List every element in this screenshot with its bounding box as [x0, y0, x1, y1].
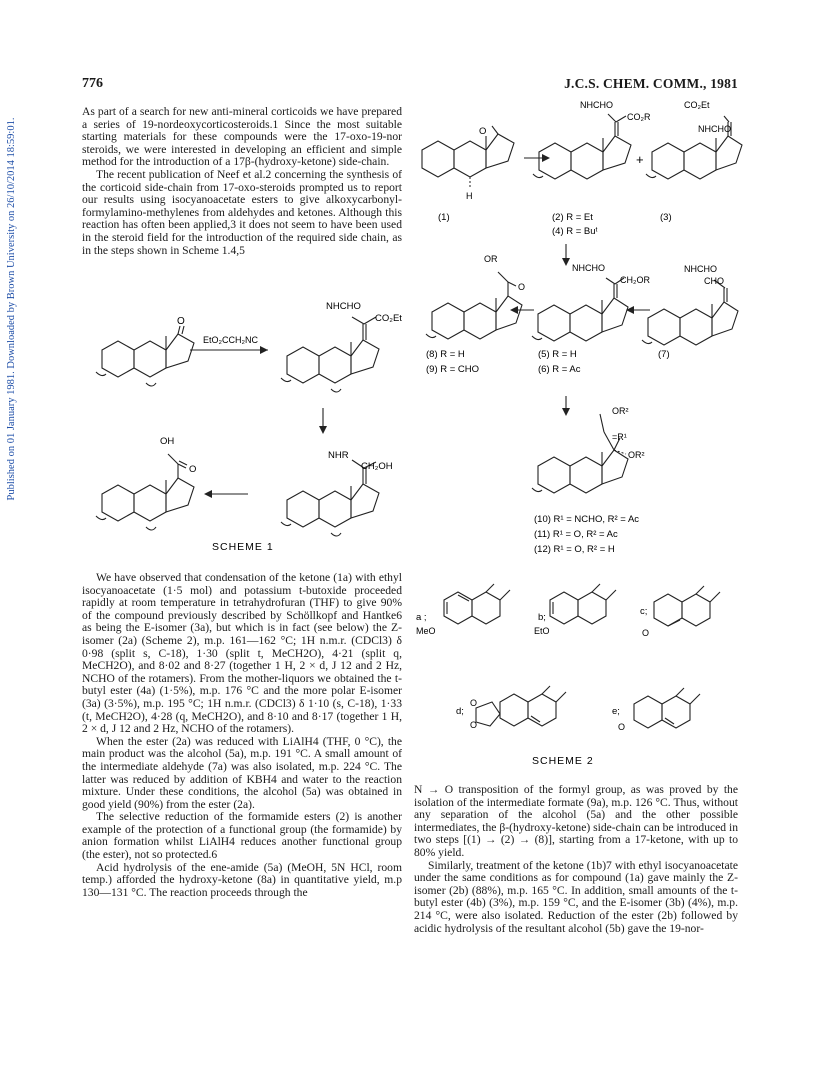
scheme1-label-o: O	[177, 316, 185, 327]
ring-variant-c	[640, 586, 720, 638]
label-compound-4: (4) R = Buᵗ	[552, 226, 598, 237]
label-nhcho: NHCHO	[326, 301, 361, 312]
scheme-1-caption: SCHEME 1	[212, 541, 274, 553]
label-oh: OH	[160, 436, 175, 447]
download-watermark: Published on 01 January 1981. Downloaded by Brown University on 26/10/2014 18:59:01.	[6, 117, 17, 501]
scheme1-ester	[281, 301, 402, 392]
ring-variant-e	[612, 688, 700, 732]
compound-5	[532, 263, 650, 375]
page-number: 776	[82, 76, 103, 91]
scheme-2-figure	[414, 96, 744, 776]
paragraph: When the ester (2a) was reduced with LiAlH4 (THF, 0 °C), the main product was the alcohol (5a), m.p. 191 °C. A small amount of the intermediate aldehyde (7a) was also isolated, m.p. 224 °C. The latter was reduced by addition of KBH4 and water to the reaction mixture. Under these conditions, the alcohol (5a) was obtained in good yield (90%) from the ester (2a).	[82, 734, 402, 811]
svg-text:NHCHO: NHCHO	[684, 264, 717, 274]
label-compound-11: (11) R¹ = O, R² = Ac	[534, 529, 618, 540]
paragraph: We have observed that condensation of the ketone (1a) with ethyl isocyanoacetate (1·5 mol) and potassium t-butoxide proceeded rapidly at room temperature in tetrahydrofuran (THF) to give 90% of the compound previously described by Schöllkopf and Hantke6 as being the E-isomer (3a), but which is in fact (see below) the Z-isomer (2a) (Scheme 2), m.p. 161—162 °C; 1H n.m.r. (CDCl3) δ 0·98 (split s, C-18), 1·30 (split t, MeCH2O), 4·21 (split q, MeCH2O), and 8·02 and 8·27 (together 1 H, 2 × d, J 12 and 2 Hz, NCHO of the rotamers). From the mother-liquors we obtained the t-butyl ester (4a) (1·5%), m.p. 176 °C and the more polar E-isomer (3a) (3·5%), m.p. 195 °C; 1H n.m.r. (CDCl3) δ 1·10 (s, C-18), 1·33 (t, MeCH2O), 4·28 (q, MeCH2O), and 8·10 and 8·17 (together 1 H, 2 × d, J 12 and 2 Hz, NCHO of the rotamers).	[82, 571, 402, 736]
paragraph: The selective reduction of the formamide esters (2) is another example of the protection of a functional group (the formamide) by anion formation whilst LiAlH4 reduces another functional group (the ester), not so protected.6	[82, 810, 402, 862]
svg-text:O: O	[479, 126, 487, 137]
intro-text	[82, 106, 402, 257]
paragraph: N → O transposition of the formyl group, as was proved by the isolation of the intermediate formate (9a), m.p. 126 °C. Thus, without any separation of the alcohol (5a) and the other possible intermediates, the β-(hydroxy-ketone) side-chain can be introduced in two steps [(1) → (2) → (8)], starting from a 17-ketone, with up to 80% yield.	[414, 783, 738, 859]
svg-text:MeO: MeO	[416, 626, 436, 636]
svg-text:O: O	[642, 628, 650, 638]
scheme-2-caption: SCHEME 2	[532, 755, 594, 767]
label-compound-1: (1)	[438, 212, 450, 223]
label-compound-10: (10) R¹ = NCHO, R² = Ac	[534, 514, 640, 525]
label-compound-7: (7)	[658, 349, 670, 360]
label-o: O	[189, 464, 197, 475]
scheme1-ketone	[96, 316, 194, 386]
svg-text:O: O	[618, 722, 626, 732]
svg-text:O: O	[470, 698, 478, 708]
compound-8	[426, 254, 525, 375]
label-compound-9: (9) R = CHO	[426, 364, 480, 375]
svg-text:O: O	[518, 282, 526, 292]
paragraph: As part of a search for new anti-mineral corticoids we have prepared a series of 19-nordeoxycorticosteroids.1 Since the most suitable starting materials for these compounds were the 17-oxo-19-nor steroids, we were interested in developing an efficient and simple method for the introduction of a 17β-(hydroxy-ketone) side-chain.	[82, 105, 402, 169]
paragraph: Acid hydrolysis of the ene-amide (5a) (MeOH, 5N HCl, room temp.) afforded the hydroxy-ketone (8a) in quantitative yield, m.p 130—131 °C. The reaction proceeds through the	[82, 860, 402, 899]
compound-10	[532, 406, 645, 555]
svg-text:NHCHO: NHCHO	[580, 100, 613, 110]
label-compound-5: (5) R = H	[538, 349, 577, 360]
svg-text:NHCHO: NHCHO	[572, 263, 605, 273]
label-co2et: CO₂Et	[375, 313, 402, 324]
svg-text:CHO: CHO	[704, 276, 724, 286]
svg-text:H: H	[466, 191, 473, 201]
svg-text:CO₂Et: CO₂Et	[684, 100, 710, 110]
plus-sign: +	[636, 152, 644, 167]
label-compound-8: (8) R = H	[426, 349, 465, 360]
svg-text:OR²: OR²	[612, 406, 629, 416]
svg-text:=R¹: =R¹	[612, 432, 627, 442]
compound-7	[642, 264, 738, 360]
scheme-1-figure	[82, 298, 404, 560]
svg-text:NHCHO: NHCHO	[698, 124, 731, 134]
svg-text:OR²: OR²	[628, 450, 645, 460]
ring-variant-a	[416, 584, 510, 636]
compound-3	[646, 100, 742, 223]
label-compound-6: (6) R = Ac	[538, 364, 581, 375]
svg-text:CH₂OR: CH₂OR	[620, 275, 650, 285]
scheme1-hydroxyketone	[96, 436, 196, 530]
compound-2	[533, 100, 651, 237]
label-ch2oh: CH₂OH	[361, 461, 393, 472]
label-compound-3: (3)	[660, 212, 672, 223]
svg-text:a ;: a ;	[416, 612, 427, 623]
results-text-left	[82, 572, 402, 899]
svg-text:EtO: EtO	[534, 626, 550, 636]
label-compound-2: (2) R = Et	[552, 212, 593, 223]
svg-text:O: O	[470, 720, 478, 730]
reagent-label: EtO₂CCH₂NC	[203, 335, 258, 345]
svg-text:CO₂R: CO₂R	[627, 112, 651, 122]
compound-1	[422, 126, 514, 223]
label-nhr: NHR	[328, 450, 349, 461]
svg-text:b;: b;	[538, 612, 546, 623]
svg-text:d;: d;	[456, 706, 464, 717]
svg-text:OR: OR	[484, 254, 498, 264]
ring-variant-d	[456, 686, 566, 730]
journal-header: J.C.S. CHEM. COMM., 1981	[564, 76, 738, 91]
scheme1-alcohol	[281, 450, 393, 536]
ring-variant-b	[534, 584, 616, 636]
paragraph: The recent publication of Neef et al.2 concerning the synthesis of the corticoid side-chain from 17-oxo-steroids prompted us to report our results using isocyanoacetate esters to give alkoxycarbonyl-formylamino-methylenes from aldehydes and ketones. Although this reaction has often been applied,3 it does not seem to have been used in the steroid field for the introduction of the required side chain, as in the steps shown in Scheme 1.4,5	[82, 167, 402, 257]
label-compound-12: (12) R¹ = O, R² = H	[534, 544, 615, 555]
svg-text:c;: c;	[640, 606, 648, 617]
paragraph: Similarly, treatment of the ketone (1b)7 with ethyl isocyanoacetate under the same conditions as for compound (1a) gave mainly the Z-isomer (2b) (88%), m.p. 165 °C. In addition, small amounts of the t-butyl ester (4b) (3%), m.p. 159 °C, and the E-isomer (3b) (4%), m.p. 214 °C, were also isolated. Reduction of the ester (2b) followed by acidic hydrolysis of the resultant alcohol (5b) gave the 19-nor-	[414, 858, 738, 935]
svg-text:e;: e;	[612, 706, 620, 717]
results-text-right	[414, 784, 738, 935]
